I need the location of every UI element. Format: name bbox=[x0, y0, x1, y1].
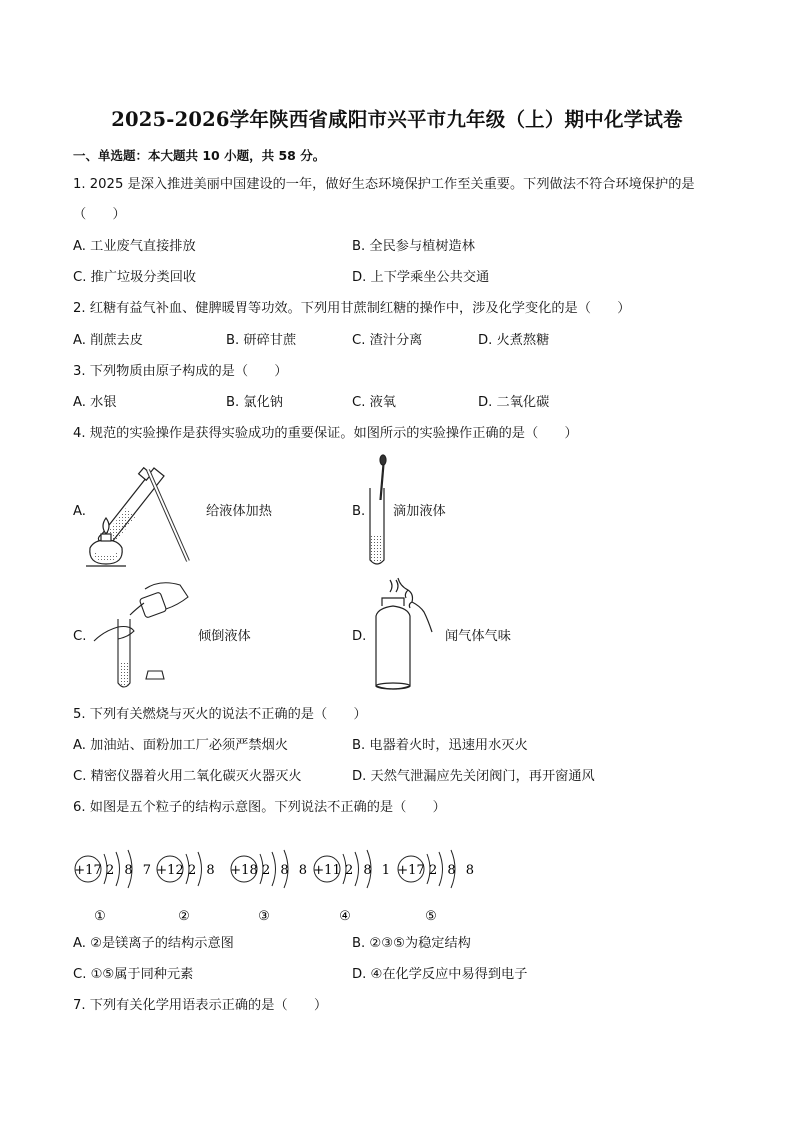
particle-4-nucleus: +11 bbox=[313, 863, 341, 878]
question-1-stem: 1. 2025 是深入推进美丽中国建设的一年，做好生态环境保护工作至关重要。下列做法不符合环境保护的是 bbox=[73, 177, 695, 192]
heating-liquid-figure bbox=[82, 456, 192, 571]
question-1-option-a[interactable]: A. 工业废气直接排放 bbox=[73, 239, 196, 254]
particle-2 bbox=[156, 852, 217, 924]
question-4-option-d-caption: 闻气体气味 bbox=[445, 629, 511, 644]
question-4-option-c-caption: 倾倒液体 bbox=[198, 629, 251, 644]
question-5-option-a[interactable]: A. 加油站、面粉加工厂必须严禁烟火 bbox=[73, 738, 288, 753]
particle-3-nucleus: +18 bbox=[230, 863, 258, 878]
question-1-option-b[interactable]: B. 全民参与植树造林 bbox=[352, 239, 475, 254]
question-2-option-d[interactable]: D. 火煮熬糖 bbox=[478, 333, 550, 348]
atomic-structure-diagrams bbox=[70, 842, 490, 927]
section-heading: 一、单选题：本大题共 10 小题，共 58 分。 bbox=[73, 148, 326, 163]
question-6-option-d[interactable]: D. ④在化学反应中易得到电子 bbox=[352, 967, 528, 982]
particle-2-nucleus: +12 bbox=[156, 863, 184, 878]
question-6-option-c[interactable]: C. ①⑤属于同种元素 bbox=[73, 967, 194, 982]
question-6-option-b[interactable]: B. ②③⑤为稳定结构 bbox=[352, 936, 471, 951]
smelling-gas-figure bbox=[368, 576, 440, 694]
exam-title: 2025-2026学年陕西省咸阳市兴平市九年级（上）期中化学试卷 bbox=[111, 108, 683, 131]
question-4-option-d-letter[interactable]: D. bbox=[352, 629, 367, 644]
particle-3-label: ③ bbox=[258, 909, 270, 924]
question-4-option-a-letter[interactable]: A. bbox=[73, 504, 86, 519]
question-3-stem: 3. 下列物质由原子构成的是（ ） bbox=[73, 364, 288, 379]
particle-5 bbox=[397, 850, 477, 924]
question-2-option-c[interactable]: C. 渣汁分离 bbox=[352, 333, 423, 348]
particle-4 bbox=[313, 850, 393, 924]
question-2-option-b[interactable]: B. 研碎甘蔗 bbox=[226, 333, 297, 348]
particle-1-nucleus: +17 bbox=[74, 863, 102, 878]
question-3-option-d[interactable]: D. 二氧化碳 bbox=[478, 395, 550, 410]
particle-1 bbox=[74, 850, 154, 924]
question-1-stem-bracket: （ ） bbox=[73, 207, 126, 222]
question-3-option-b[interactable]: B. 氯化钠 bbox=[226, 395, 283, 410]
question-5-stem: 5. 下列有关燃烧与灭火的说法不正确的是（ ） bbox=[73, 707, 367, 722]
particle-3-shells: 2 8 8 bbox=[262, 863, 311, 878]
particle-5-nucleus: +17 bbox=[397, 863, 425, 878]
question-5-option-c[interactable]: C. 精密仪器着火用二氧化碳灭火器灭火 bbox=[73, 769, 302, 784]
particle-2-label: ② bbox=[178, 909, 190, 924]
particle-1-shells: 2 8 7 bbox=[106, 863, 155, 878]
particle-1-label: ① bbox=[94, 909, 106, 924]
question-6-option-a[interactable]: A. ②是镁离子的结构示意图 bbox=[73, 936, 234, 951]
question-4-option-b-letter[interactable]: B. bbox=[352, 504, 366, 519]
pouring-liquid-figure bbox=[90, 575, 190, 693]
particle-4-shells: 2 8 1 bbox=[345, 863, 394, 878]
question-2-option-a[interactable]: A. 削蔗去皮 bbox=[73, 333, 143, 348]
question-5-option-b[interactable]: B. 电器着火时，迅速用水灭火 bbox=[352, 738, 528, 753]
particle-5-shells: 2 8 8 bbox=[429, 863, 478, 878]
question-1-option-c[interactable]: C. 推广垃圾分类回收 bbox=[73, 270, 197, 285]
question-1-option-d[interactable]: D. 上下学乘坐公共交通 bbox=[352, 270, 490, 285]
question-7-stem: 7. 下列有关化学用语表示正确的是（ ） bbox=[73, 998, 328, 1013]
question-6-stem: 6. 如图是五个粒子的结构示意图。下列说法不正确的是（ ） bbox=[73, 800, 446, 815]
particle-5-label: ⑤ bbox=[425, 909, 437, 924]
particle-2-shells: 2 8 bbox=[188, 863, 218, 878]
question-4-option-b-caption: 滴加液体 bbox=[393, 504, 446, 519]
particle-3 bbox=[230, 850, 310, 924]
question-4-option-a-caption: 给液体加热 bbox=[206, 504, 272, 519]
question-3-option-c[interactable]: C. 液氧 bbox=[352, 395, 396, 410]
question-4-option-c-letter[interactable]: C. bbox=[73, 629, 87, 644]
question-2-stem: 2. 红糖有益气补血、健脾暖胃等功效。下列用甘蔗制红糖的操作中，涉及化学变化的是（ ） bbox=[73, 301, 631, 316]
question-5-option-d[interactable]: D. 天然气泄漏应先关闭阀门，再开窗通风 bbox=[352, 769, 595, 784]
question-4-stem: 4. 规范的实验操作是获得实验成功的重要保证。如图所示的实验操作正确的是（ ） bbox=[73, 426, 578, 441]
question-3-option-a[interactable]: A. 水银 bbox=[73, 395, 117, 410]
dropping-liquid-figure bbox=[364, 454, 394, 570]
particle-4-label: ④ bbox=[339, 909, 351, 924]
